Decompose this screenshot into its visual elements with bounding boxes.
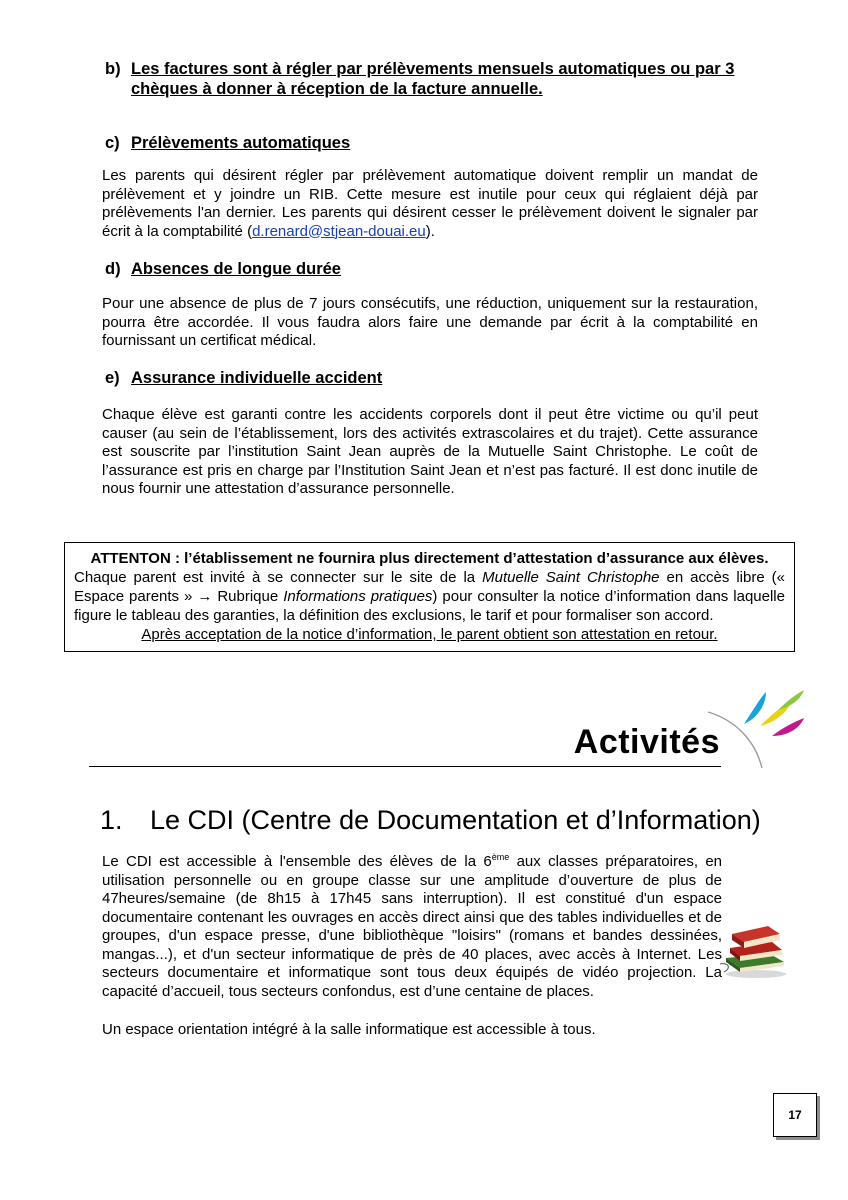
page-number: 17 — [773, 1093, 817, 1137]
books-icon — [718, 918, 790, 980]
section-c-letter: c) — [105, 134, 120, 152]
section-b-heading — [105, 59, 765, 99]
email-link[interactable]: d.renard@stjean-douai.eu — [252, 222, 426, 240]
cdi-paragraph-1: Le CDI est accessible à l'ensemble des élèves de la 6ème aux classes préparatoires, en utilisation personnelle ou en groupe classe sur une amplitude d’ouverture de plus de 47heures/semaine (de 8h15 à 17h45 sans interruption). Il est constitué d'un espace documentaire contenant les ouvrages en accès direct ainsi que des tables individuelles et de groupes, d'un espace presse, d'une bibliothèque "loisirs" (romans et bandes dessinées, mangas...), et d'un secteur informatique de près de 40 places, avec accès à Internet. Les secteurs documentaire et informatique sont tous deux équipés de vidéo projection. La capacité d’accueil, tous secteurs confondus, est d’une centaine de places. — [102, 852, 723, 1000]
section-c-title: Prélèvements automatiques — [131, 134, 351, 152]
header-rule — [89, 766, 721, 767]
section-d-paragraph: Pour une absence de plus de 7 jours consécutifs, une réduction, uniquement sur la restauration, pourra être accordée. Il vous faudra alors faire une demande par écrit à la comptabilité en fournissant un certificat médical. — [102, 295, 758, 349]
cdi-title: Le CDI (Centre de Documentation et d’Information) — [150, 805, 761, 835]
section-b-letter: b) — [105, 60, 121, 78]
insurance-notice-box — [64, 542, 795, 652]
section-c-heading — [105, 133, 350, 153]
section-c-paragraph: Les parents qui désirent régler par prélèvement automatique doivent remplir un mandat de prélèvement et y joindre un RIB. Cette mesure est inutile pour ceux qui réglaient déjà par prélèvements l'an dernier. Les parents qui désirent cesser le prélèvement doivent le signaler par écrit à la comptabilité (d.renard@stjean-douai.eu). — [102, 167, 758, 240]
activites-title: Activités — [573, 723, 720, 761]
section-d-heading — [105, 259, 341, 279]
cdi-paragraph-2: Un espace orientation intégré à la salle informatique est accessible à tous. — [102, 1021, 596, 1038]
cdi-heading — [100, 800, 800, 840]
section-e-heading — [105, 368, 382, 388]
notice-footer: Après acceptation de la notice d’information, le parent obtient son attestation en retour. — [141, 626, 718, 643]
section-e-letter: e) — [105, 369, 120, 387]
notice-heading: ATTENTON : l’établissement ne fournira plus directement d’attestation d’assurance aux élèves. — [90, 550, 769, 567]
notice-body: Chaque parent est invité à se connecter sur le site de la Mutuelle Saint Christophe en accès libre (« Espace parents » → Rubrique Informations pratiques) pour consulter la notice d’information dans laquelle figure le tableau des garanties, la définition des exclusions, le tarif et pour formaliser son accord. — [74, 569, 785, 624]
section-d-letter: d) — [105, 260, 121, 278]
cdi-number: 1. — [100, 805, 123, 835]
section-e-title: Assurance individuelle accident — [131, 369, 383, 387]
section-d-title: Absences de longue durée — [131, 260, 341, 278]
section-e-paragraph: Chaque élève est garanti contre les accidents corporels dont il peut être victime ou qu’il peut causer (au sein de l’établissement, lors des activités extrascolaires et du trajet). Cette assurance est souscrite par l’institution Saint Jean auprès de la Mutuelle Saint Christophe. Le coût de l’assurance est pris en charge par l’Institution Saint Jean et n’est pas facturé. Il est donc inutile de nous fournir une attestation d’assurance personnelle. — [102, 406, 758, 497]
section-b-title: Les factures sont à régler par prélèvements mensuels automatiques ou par 3 chèques à donner à réception de la facture annuelle. — [131, 60, 735, 98]
